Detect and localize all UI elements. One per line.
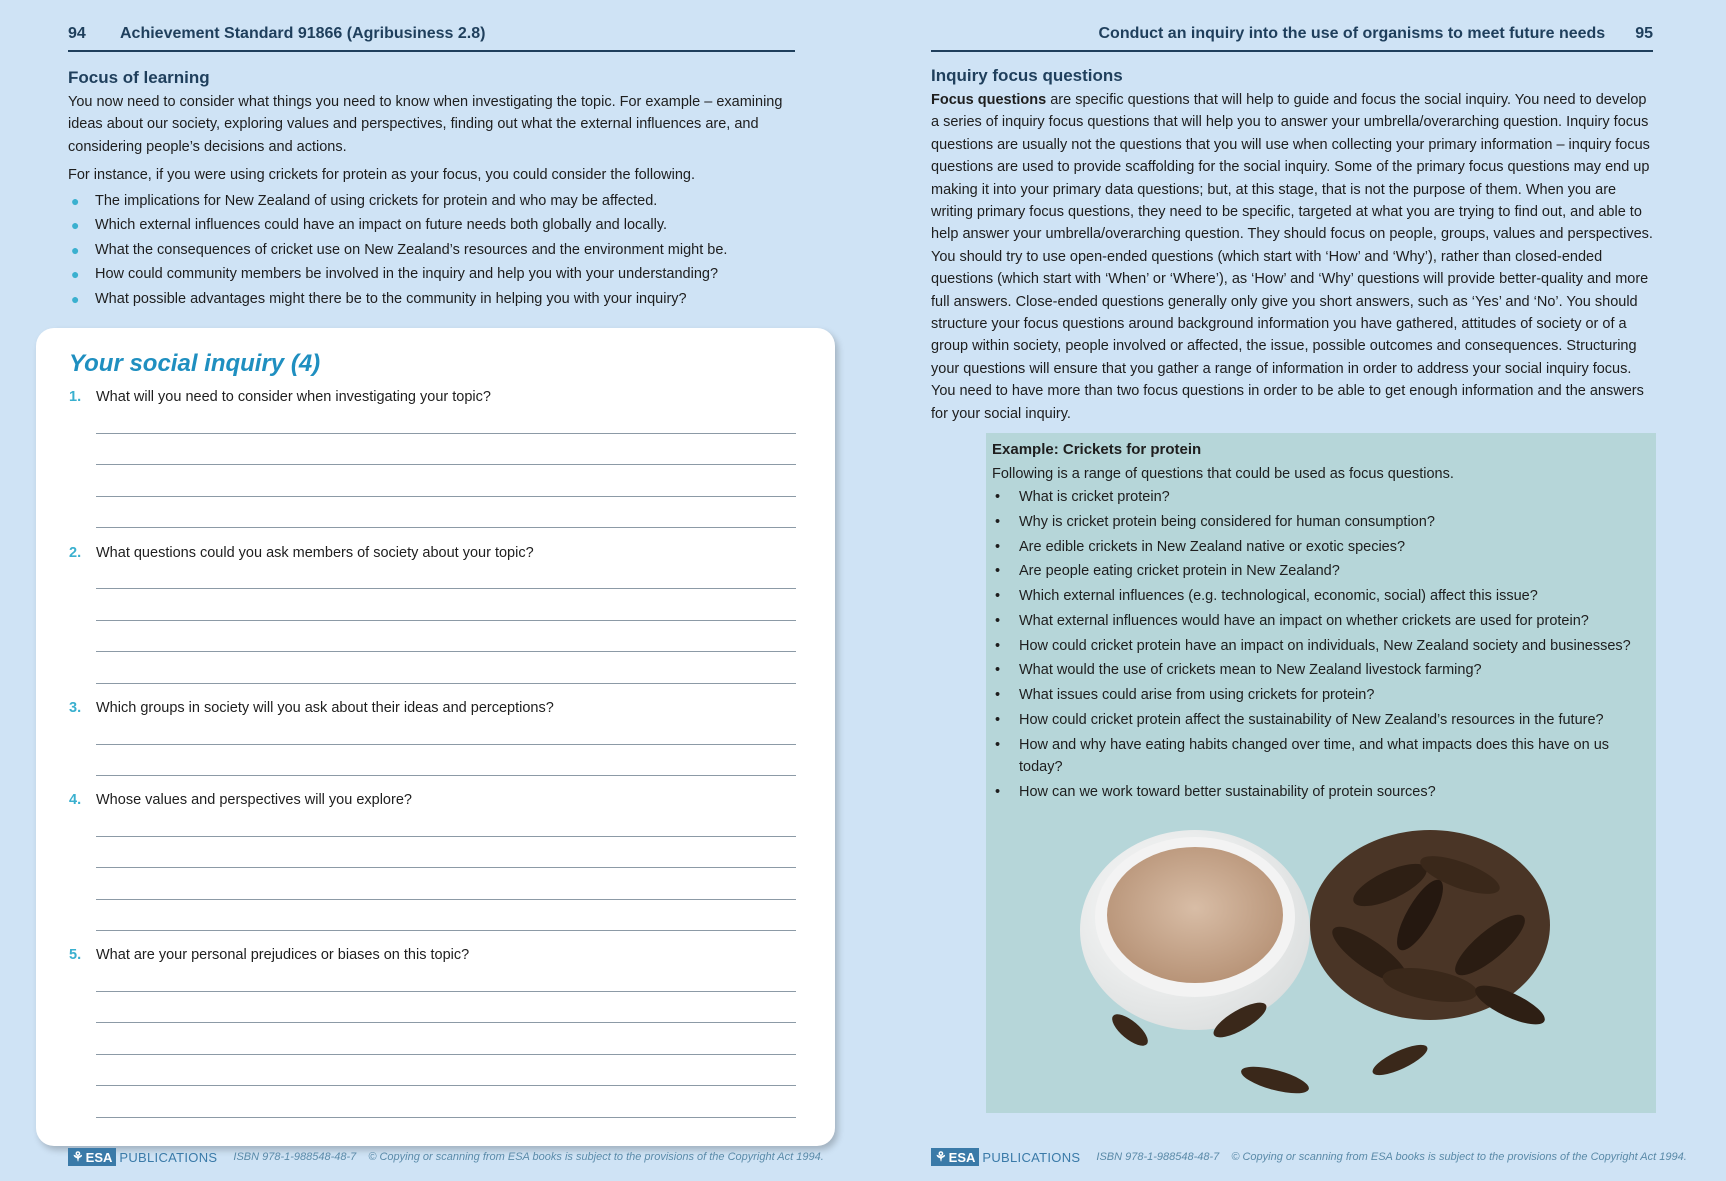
cricket-protein-illustration (1070, 805, 1570, 1105)
page-number: 94 (68, 25, 86, 42)
esa-logo: ⚘ ESA PUBLICATIONS (931, 1148, 1080, 1166)
list-item: ● Which external influences could have an impact on future needs both globally and locally. (68, 213, 798, 238)
question-number: 1. (69, 389, 82, 405)
answer-line[interactable] (96, 651, 796, 652)
bullet-icon: • (995, 563, 1001, 580)
list-item: • Why is cricket protein being considered for human consumption? (992, 511, 1650, 534)
answer-line[interactable] (96, 588, 796, 589)
answer-line[interactable] (96, 775, 796, 776)
question-4 (69, 789, 831, 811)
bullet-icon: • (995, 687, 1001, 704)
bullet-icon: • (995, 612, 1001, 629)
section-title: Focus of learning (68, 68, 210, 87)
question-text: What questions could you ask members of society about your topic? (96, 545, 534, 561)
list-item: ● How could community members be involved in the inquiry and help you with your understanding? (68, 262, 798, 287)
example-intro: Following is a range of questions that could be used as focus questions. (992, 466, 1454, 482)
bullet-icon: • (995, 712, 1001, 729)
running-title: Conduct an inquiry into the use of organisms to meet future needs (1098, 25, 1606, 42)
powder-bowl-icon (1080, 830, 1310, 1030)
inquiry-title: Your social inquiry (4) (69, 350, 321, 377)
answer-line[interactable] (96, 930, 796, 931)
answer-line[interactable] (96, 527, 796, 528)
bullet-icon: • (995, 588, 1001, 605)
list-item: • How could cricket protein affect the sustainability of New Zealand’s resources in the future? (992, 709, 1650, 732)
inquiry-focus-section (931, 66, 1656, 425)
list-item: ● The implications for New Zealand of using crickets for protein and who may be affected. (68, 189, 798, 214)
answer-line[interactable] (96, 899, 796, 900)
answer-line[interactable] (96, 744, 796, 745)
answer-line[interactable] (96, 433, 796, 434)
answer-line[interactable] (96, 836, 796, 837)
list-item: ● What possible advantages might there be to the community in helping you with your inquiry? (68, 287, 798, 312)
bullet-icon: • (995, 662, 1001, 679)
logo-mark: ⚘ ESA (931, 1148, 979, 1166)
question-number: 2. (69, 545, 82, 561)
footer-right (931, 1148, 1687, 1166)
tree-icon: ⚘ (72, 1149, 84, 1164)
focus-paragraph: You now need to consider what things you need to know when investigating the topic. For example – examining ideas about our society, exploring values and perspectives, finding out what the external influences are, and considering people’s decisions and actions. (68, 94, 783, 155)
list-item: • What external influences would have an impact on whether crickets are used for protein? (992, 610, 1650, 633)
list-item: • How could cricket protein have an impact on individuals, New Zealand society and businesses? (992, 635, 1650, 658)
section-title: Inquiry focus questions (931, 66, 1123, 85)
example-question-list (992, 486, 1650, 804)
question-5 (69, 944, 831, 966)
focus-of-learning-section (68, 68, 798, 312)
isbn: ISBN 978-1-988548-48-7 (1096, 1151, 1220, 1163)
bullet-icon: • (995, 736, 1001, 753)
question-text: What will you need to consider when investigating your topic? (96, 389, 491, 405)
answer-line[interactable] (96, 1022, 796, 1023)
answer-line[interactable] (96, 683, 796, 684)
question-number: 5. (69, 947, 82, 963)
bullet-icon: • (995, 489, 1001, 505)
list-item: • Are edible crickets in New Zealand native or exotic species? (992, 536, 1650, 559)
footer-left (68, 1148, 824, 1166)
list-item: • How and why have eating habits changed over time, and what impacts does this have on us today? (992, 734, 1650, 779)
question-3 (69, 697, 831, 719)
bullet-icon: ● (71, 291, 80, 307)
list-item: • Are people eating cricket protein in New Zealand? (992, 560, 1650, 583)
list-item: • How can we work toward better sustainability of protein sources? (992, 781, 1650, 804)
list-item: ● What the consequences of cricket use on New Zealand’s resources and the environment might be. (68, 238, 798, 263)
bullet-icon: ● (71, 266, 80, 283)
answer-line[interactable] (96, 1117, 796, 1118)
page-number: 95 (1635, 25, 1653, 42)
question-text: Whose values and perspectives will you explore? (96, 792, 412, 808)
instance-paragraph: For instance, if you were using crickets for protein as your focus, you could consider the following. (68, 167, 696, 184)
answer-line[interactable] (96, 620, 796, 621)
running-header-right (931, 18, 1653, 52)
answer-line[interactable] (96, 1054, 796, 1055)
answer-line[interactable] (96, 496, 796, 497)
copyright-notice: © Copying or scanning from ESA books is subject to the provisions of the Copyright Act 1994. (1231, 1151, 1687, 1163)
consideration-list (68, 189, 798, 312)
question-number: 4. (69, 792, 82, 808)
bullet-icon: ● (71, 192, 80, 209)
question-number: 3. (69, 700, 82, 716)
cricket-pile-icon (1310, 830, 1550, 1032)
answer-line[interactable] (96, 464, 796, 465)
list-item: • What issues could arise from using crickets for protein? (992, 684, 1650, 707)
answer-line[interactable] (96, 991, 796, 992)
answer-line[interactable] (96, 1085, 796, 1086)
list-item: • Which external influences (e.g. technological, economic, social) affect this issue? (992, 585, 1650, 608)
focus-questions-paragraph: Focus questions are specific questions that will help to guide and focus the social inquiry. You need to develop a series of inquiry focus questions that will help you to answer your umbrella/overarching question. Inquiry focus questions are usually not the questions that you will use when collecting your primary information – inquiry focus questions are used to provide scaffolding for the social inquiry. Some of the primary focus questions may end up making it into your primary data questions; but, at this stage, that is not the purpose of them. When you are writing primary focus questions, they need to be specific, targeted at what you are trying to find out, and able to help answer your umbrella/overarching question. They should focus on people, groups, values and perspectives. You should try to use open-ended questions (which start with ‘How’ and ‘Why’), rather than closed-ended questions (which start with ‘When’ or ‘Where’), as ‘How’ and ‘Why’ questions will provide better-quality and more full answers. Close-ended questions generally only give you short answers, such as ‘Yes’ and ‘No’. You should structure your focus questions around background information you have gathered, attitudes of society or of a group within society, people involved or affected, the issue, possible outcomes and consequences. Structuring your questions will ensure that you gather a range of information in order to address your social inquiry focus. You need to have more than two focus questions in order to be able to get enough information and the answers for your social inquiry. (931, 92, 1653, 422)
bullet-icon: • (995, 513, 1001, 530)
logo-mark: ⚘ ESA (68, 1148, 116, 1166)
running-header-left (68, 18, 795, 52)
isbn: ISBN 978-1-988548-48-7 (233, 1151, 357, 1163)
question-1 (69, 386, 831, 408)
copyright-notice: © Copying or scanning from ESA books is subject to the provisions of the Copyright Act 1994. (368, 1151, 824, 1163)
example-title: Example: Crickets for protein (992, 441, 1202, 458)
list-item: • What is cricket protein? (992, 486, 1650, 509)
tree-icon: ⚘ (935, 1149, 947, 1164)
running-title: Achievement Standard 91866 (Agribusiness 2.8) (120, 25, 486, 42)
bullet-icon: • (995, 637, 1001, 654)
answer-line[interactable] (96, 867, 796, 868)
lead-term: Focus questions (931, 92, 1047, 108)
bullet-icon: ● (71, 241, 80, 258)
list-item: • What would the use of crickets mean to New Zealand livestock farming? (992, 659, 1650, 682)
bullet-icon: • (995, 784, 1001, 801)
question-text: Which groups in society will you ask about their ideas and perceptions? (96, 700, 554, 716)
esa-logo: ⚘ ESA PUBLICATIONS (68, 1148, 217, 1166)
question-2 (69, 542, 831, 564)
bullet-icon: ● (71, 217, 80, 234)
question-text: What are your personal prejudices or biases on this topic? (96, 947, 470, 963)
social-inquiry-card (36, 328, 835, 1146)
bullet-icon: • (995, 538, 1001, 555)
